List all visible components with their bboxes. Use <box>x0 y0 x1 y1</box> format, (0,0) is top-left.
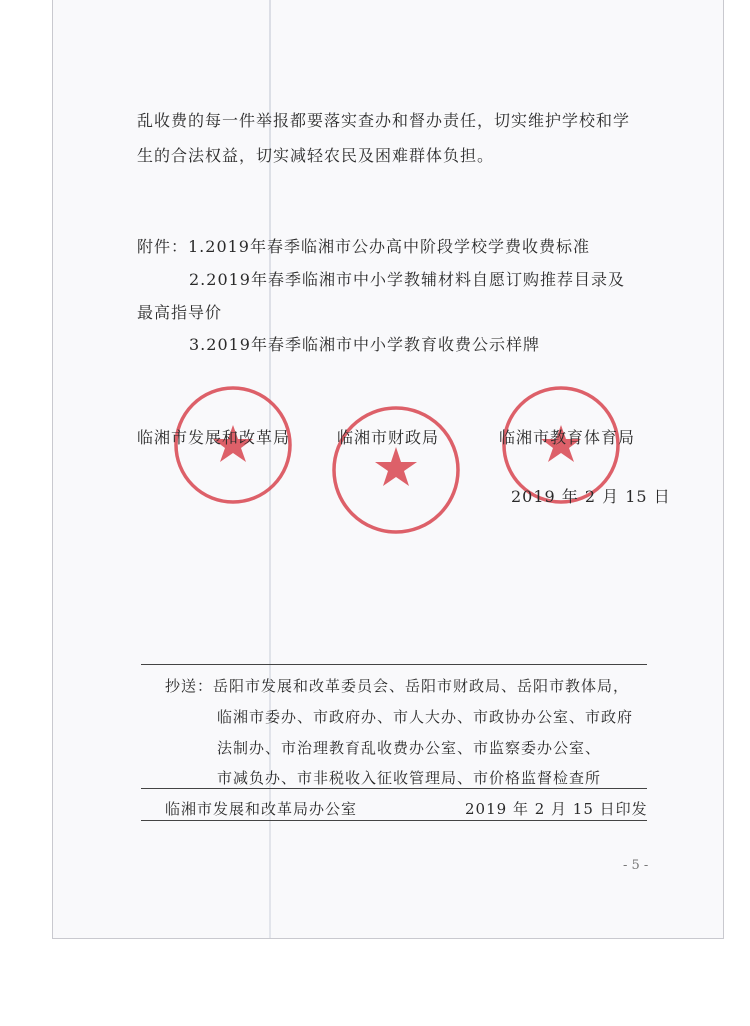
attachment-2: 2.2019年春季临湘市中小学教辅材料自愿订购推荐目录及 <box>189 270 625 289</box>
attachment-2-continued: 最高指导价 <box>137 303 223 322</box>
cc-line-1: 抄送：岳阳市发展和改革委员会、岳阳市财政局、岳阳市教体局， <box>165 677 630 695</box>
body-paragraph-line-2: 生的合法权益，切实减轻农民及困难群体负担。 <box>137 146 495 165</box>
attachment-3: 3.2019年春季临湘市中小学教育收费公示样牌 <box>189 335 540 354</box>
page-number: - 5 - <box>623 858 649 873</box>
footer-bottom-rule <box>141 820 647 821</box>
cc-middle-rule <box>141 788 647 789</box>
cc-top-rule <box>141 664 647 665</box>
cc-line-3: 法制办、市治理教育乱收费办公室、市监察委办公室、 <box>217 739 602 757</box>
issuer-finance-bureau: 临湘市财政局 <box>337 428 440 447</box>
cc-line-2: 临湘市委办、市政府办、市人大办、市政协办公室、市政府 <box>217 708 634 726</box>
footer-office: 临湘市发展和改革局办公室 <box>165 800 358 818</box>
footer-print-date: 2019 年 2 月 15 日印发 <box>465 800 648 818</box>
issuer-development-reform-bureau: 临湘市发展和改革局 <box>137 428 291 447</box>
body-paragraph-line-1: 乱收费的每一件举报都要落实查办和督办责任，切实维护学校和学 <box>137 111 631 130</box>
seal-finance-bureau <box>329 403 463 537</box>
attachment-1: 附件：1.2019年春季临湘市公办高中阶段学校学费收费标准 <box>137 237 590 256</box>
document-page <box>52 0 724 939</box>
issuer-education-sports-bureau: 临湘市教育体育局 <box>499 428 636 447</box>
cc-line-4: 市减负办、市非税收入征收管理局、市价格监督检查所 <box>217 769 602 787</box>
issue-date: 2019 年 2 月 15 日 <box>511 487 671 506</box>
